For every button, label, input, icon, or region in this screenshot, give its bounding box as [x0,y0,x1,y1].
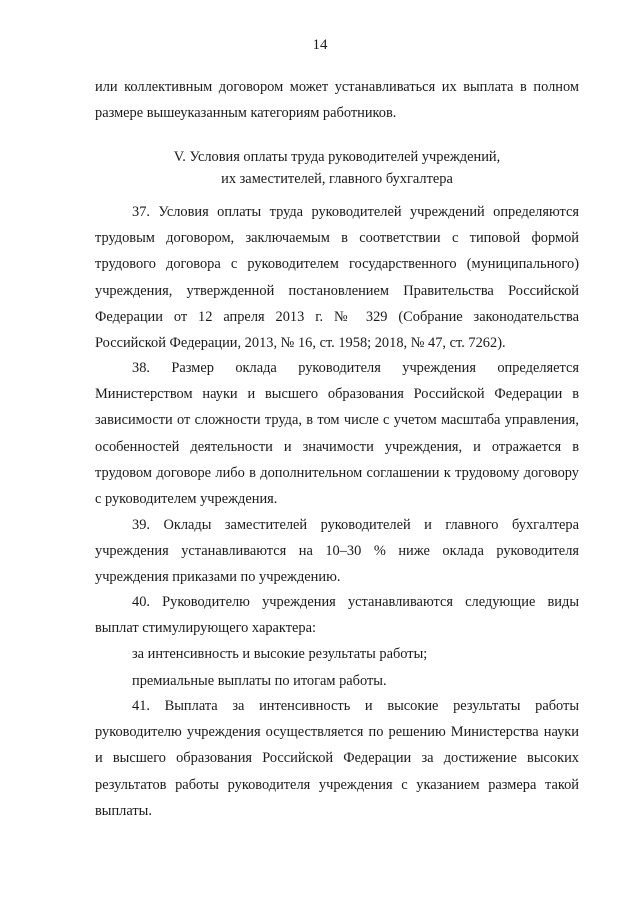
paragraph-40-text: 40. Руководителю учреждения устанавливаются следующие виды выплат стимулирующего характера: [95,594,579,637]
paragraph-37-text: 37. Условия оплаты труда руководителей учреждений определяются трудовым договором, заключаемым в соответствии с типовой формой трудового договора с руководителем государственного (муниципального) учреждения, утвержденной постановлением Правительства Российской Федерации от 12 апреля 2013 г. № 329 (Собрание законодательства Российской Федерации, 2013, № 16, ст. 1958; 2018, № 47, ст. 7262). [95,204,579,352]
section-title-line-2: их заместителей, главного бухгалтера [221,171,453,187]
paragraph-41 [95,693,579,824]
paragraph-37 [95,199,579,356]
paragraph-38-text: 38. Размер оклада руководителя учреждения определяется Министерством науки и высшего образования Российской Федерации в зависимости от сложности труда, в том числе с учетом масштаба управления, особенностей деятельности и значимости учреждения, и отражается в трудовом договоре либо в дополнительном соглашении к трудовому договору с руководителем учреждения. [95,360,579,508]
paragraph-39-text: 39. Оклады заместителей руководителей и главного бухгалтера учреждения устанавливаются на 10–30 % ниже оклада руководителя учреждения приказами по учреждению. [95,517,579,586]
paragraph-38 [95,355,579,512]
paragraph-41-text: 41. Выплата за интенсивность и высокие результаты работы руководителю учреждения осуществляется по решению Министерства науки и высшего образования Российской Федерации за достижение высоких результатов работы руководителя учреждения с указанием размера такой выплаты. [95,698,579,819]
paragraph-40-item-1: за интенсивность и высокие результаты работы; [132,646,428,663]
intro-line-1: или коллективным договором может устанавливаться их выплата в полном [95,79,579,95]
page-number: 14 [312,37,328,53]
paragraph-40 [95,589,579,694]
intro-line-2: размере вышеуказанным категориям работников. [95,105,397,122]
section-title-line-1: V. Условия оплаты труда руководителей учреждений, [173,149,501,165]
section-heading [95,146,579,190]
paragraph-39 [95,512,579,591]
intro-paragraph [95,74,579,126]
paragraph-40-item-2: премиальные выплаты по итогам работы. [132,672,387,689]
